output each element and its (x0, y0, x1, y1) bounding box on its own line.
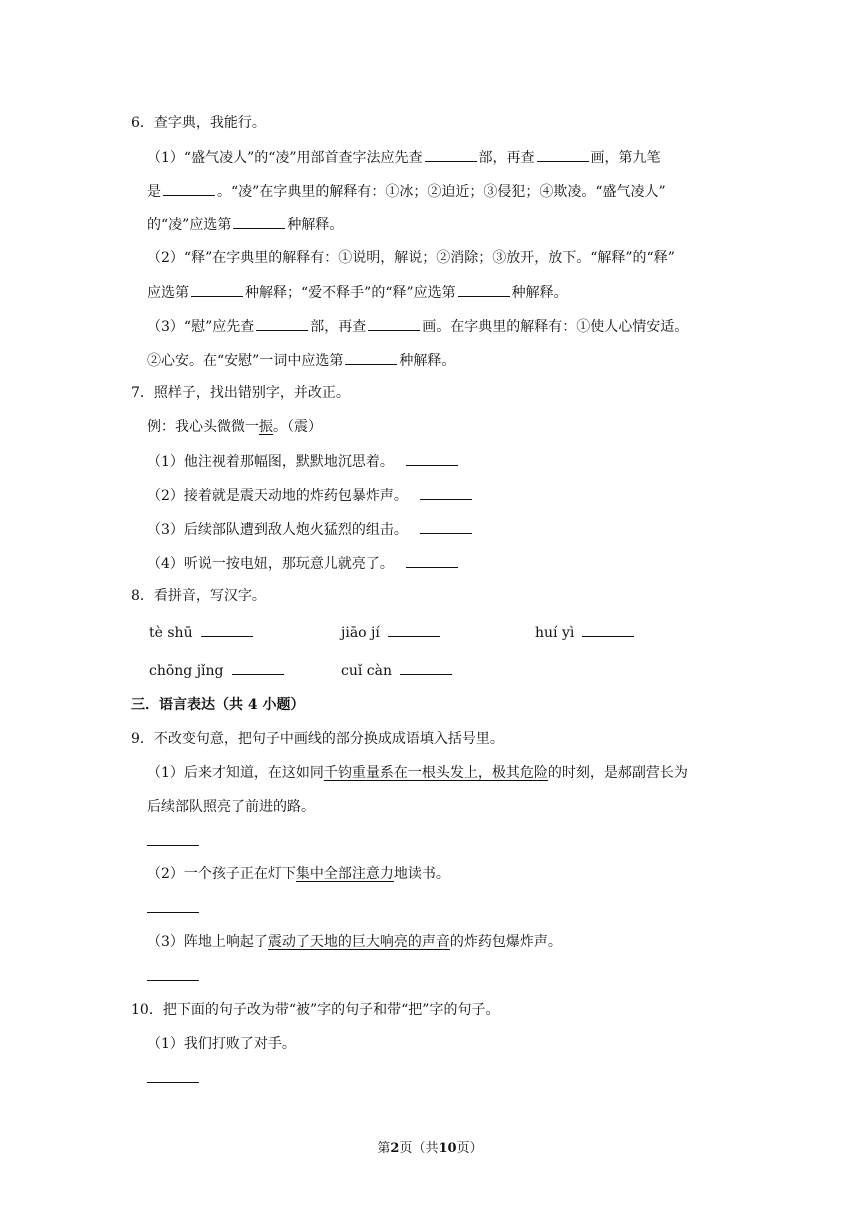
answer-blank[interactable] (425, 147, 477, 162)
q7-item: （2）接着就是震天动地的炸药包暴炸声。 (147, 485, 474, 506)
q6-title: 6．查字典，我能行。 (131, 115, 266, 131)
q6-part1-line1: （1）“盛气凌人”的“凌”用部首查字法应先查 部，再查 画，第九笔 (147, 147, 661, 168)
q6-part1-line3: 的“凌”应选第 种解释。 (147, 214, 343, 235)
answer-blank[interactable] (388, 622, 440, 637)
answer-blank[interactable] (537, 147, 589, 162)
answer-blank[interactable] (233, 214, 285, 229)
answer-blank[interactable] (201, 622, 253, 637)
q9-sentence2: （2）一个孩子正在灯下集中全部注意力地读书。 (147, 866, 450, 882)
answer-blank[interactable] (368, 316, 420, 331)
q9-sentence3: （3）阵地上响起了震动了天地的巨大响亮的声音的炸药包爆炸声。 (147, 934, 562, 950)
q7-item: （3）后续部队遭到敌人炮火猛烈的组击。 (147, 519, 474, 540)
section-heading: 三．语言表达（共 4 小题） (131, 697, 305, 713)
q10-title: 10．把下面的句子改为带“被”字的句子和带“把”字的句子。 (131, 1002, 500, 1018)
q6-part2-line1: （2）“释”在字典里的解释有：①说明，解说；②消除；③放开，放下。“解释”的“释” (147, 250, 675, 266)
answer-blank[interactable] (400, 660, 452, 675)
q7-example: 例：我心头微微一振。（震） (147, 419, 322, 435)
q10-answer-line[interactable] (147, 1068, 199, 1089)
answer-blank[interactable] (232, 660, 284, 675)
q7-title: 7．照样子，找出错别字，并改正。 (131, 385, 350, 401)
answer-blank[interactable] (582, 622, 634, 637)
q10-sentence1: （1）我们打败了对手。 (147, 1036, 296, 1052)
answer-blank[interactable] (458, 282, 510, 297)
q9-title: 9．不改变句意，把句子中画线的部分换成成语填入括号里。 (131, 731, 504, 747)
answer-blank[interactable] (420, 485, 472, 500)
answer-blank[interactable] (406, 451, 458, 466)
q9-sentence1-line2: 后续部队照亮了前进的路。 (147, 799, 315, 815)
pinyin-item: jiāo jí (341, 622, 442, 643)
q8-title: 8．看拼音，写汉字。 (131, 588, 266, 604)
answer-blank[interactable] (256, 316, 308, 331)
pinyin-item: huí yì (535, 622, 636, 643)
q6-part2-line2: 应选第 种解释；“爱不释手”的“释”应选第 种解释。 (147, 282, 568, 303)
page-total: 10 (438, 1141, 457, 1156)
q6-part1-line2: 是 。“凌”在字典里的解释有：①冰；②迫近；③侵犯；④欺凌。“盛气凌人” (147, 181, 666, 202)
pinyin-item: tè shū (149, 622, 255, 643)
pinyin-item: cuǐ càn (341, 660, 454, 681)
q9-answer-line[interactable] (147, 966, 199, 987)
q9-sentence1-line1: （1）后来才知道，在这如同千钧重量系在一根头发上，极其危险的时刻，是郝副营长为 (147, 765, 688, 781)
answer-blank[interactable] (406, 553, 458, 568)
answer-blank[interactable] (345, 350, 397, 365)
q6-part3-line1: （3）“慰”应先查 部，再查 画。在字典里的解释有：①使人心情安适。 (147, 316, 688, 337)
pinyin-item: chōng jǐng (149, 660, 286, 681)
q9-answer-line[interactable] (147, 898, 199, 919)
page-footer: 第2页（共10页） (377, 1141, 483, 1156)
q6-part3-line2: ②心安。在“安慰”一词中应选第 种解释。 (147, 350, 455, 371)
answer-blank[interactable] (163, 181, 215, 196)
q9-answer-line[interactable] (147, 831, 199, 852)
page-number: 2 (390, 1141, 400, 1156)
q7-item: （4）听说一按电妞，那玩意儿就亮了。 (147, 553, 460, 574)
answer-blank[interactable] (191, 282, 243, 297)
answer-blank[interactable] (420, 519, 472, 534)
q7-item: （1）他注视着那幅图，默默地沉思着。 (147, 451, 460, 472)
